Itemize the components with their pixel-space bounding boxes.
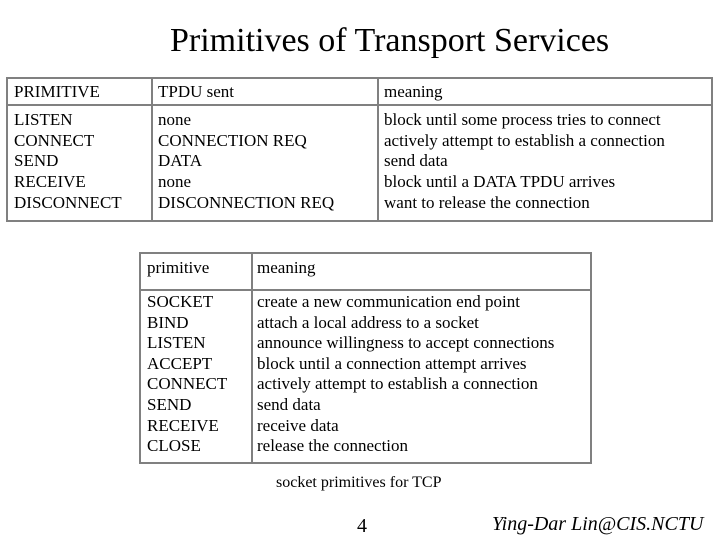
primitive-cell: RECEIVE [14, 172, 86, 192]
tpdu-cell: DISCONNECTION REQ [158, 192, 335, 212]
tpdu-column [158, 110, 334, 213]
primitive-cell: BIND [147, 312, 189, 332]
column-divider [251, 254, 253, 462]
primitive-cell: SEND [147, 394, 192, 414]
table-header-row [8, 79, 711, 106]
column-divider [151, 79, 153, 220]
primitive-column [147, 292, 227, 457]
header-primitive: primitive [147, 258, 210, 277]
header-meaning: meaning [257, 258, 316, 277]
tpdu-cell: none [158, 110, 192, 129]
meaning-cell: receive data [257, 415, 339, 435]
tpdu-cell: DATA [158, 151, 202, 171]
meaning-cell: block until some process tries to connect [384, 110, 661, 129]
primitive-cell: CONNECT [14, 130, 95, 150]
table-caption: socket primitives for TCP [276, 474, 442, 491]
meaning-cell: create a new communication end point [257, 292, 520, 311]
meaning-cell: actively attempt to establish a connection [257, 374, 538, 394]
column-divider [377, 79, 379, 220]
meaning-cell: release the connection [257, 436, 409, 456]
header-tpdu-sent: TPDU sent [158, 82, 235, 101]
socket-primitives-table [139, 252, 592, 464]
meaning-cell: want to release the connection [384, 192, 590, 212]
primitive-cell: LISTEN [147, 333, 206, 353]
transport-primitives-table [6, 77, 713, 222]
author-credit: Ying-Dar Lin@CIS.NCTU [492, 513, 704, 535]
meaning-cell: send data [257, 394, 321, 414]
primitive-cell: LISTEN [14, 110, 73, 129]
meaning-cell: announce willingness to accept connections [257, 333, 555, 353]
header-meaning: meaning [384, 82, 443, 101]
meaning-cell: attach a local address to a socket [257, 312, 479, 332]
meaning-cell: actively attempt to establish a connection [384, 130, 665, 150]
tpdu-cell: CONNECTION REQ [158, 130, 307, 150]
slide-title: Primitives of Transport Services [170, 22, 610, 59]
header-primitive: PRIMITIVE [14, 82, 100, 101]
primitive-cell: RECEIVE [147, 415, 219, 435]
primitive-cell: CLOSE [147, 436, 201, 456]
page-number: 4 [357, 515, 367, 537]
primitive-cell: ACCEPT [147, 353, 213, 373]
primitive-cell: SOCKET [147, 292, 214, 311]
primitive-cell: SEND [14, 151, 59, 171]
meaning-cell: block until a DATA TPDU arrives [384, 172, 616, 192]
primitive-cell: DISCONNECT [14, 192, 122, 212]
meaning-column [257, 292, 554, 457]
meaning-cell: send data [384, 151, 448, 171]
meaning-column [384, 110, 665, 213]
primitive-column [14, 110, 122, 213]
primitive-cell: CONNECT [147, 374, 228, 394]
tpdu-cell: none [158, 172, 192, 192]
meaning-cell: block until a connection attempt arrives [257, 353, 527, 373]
